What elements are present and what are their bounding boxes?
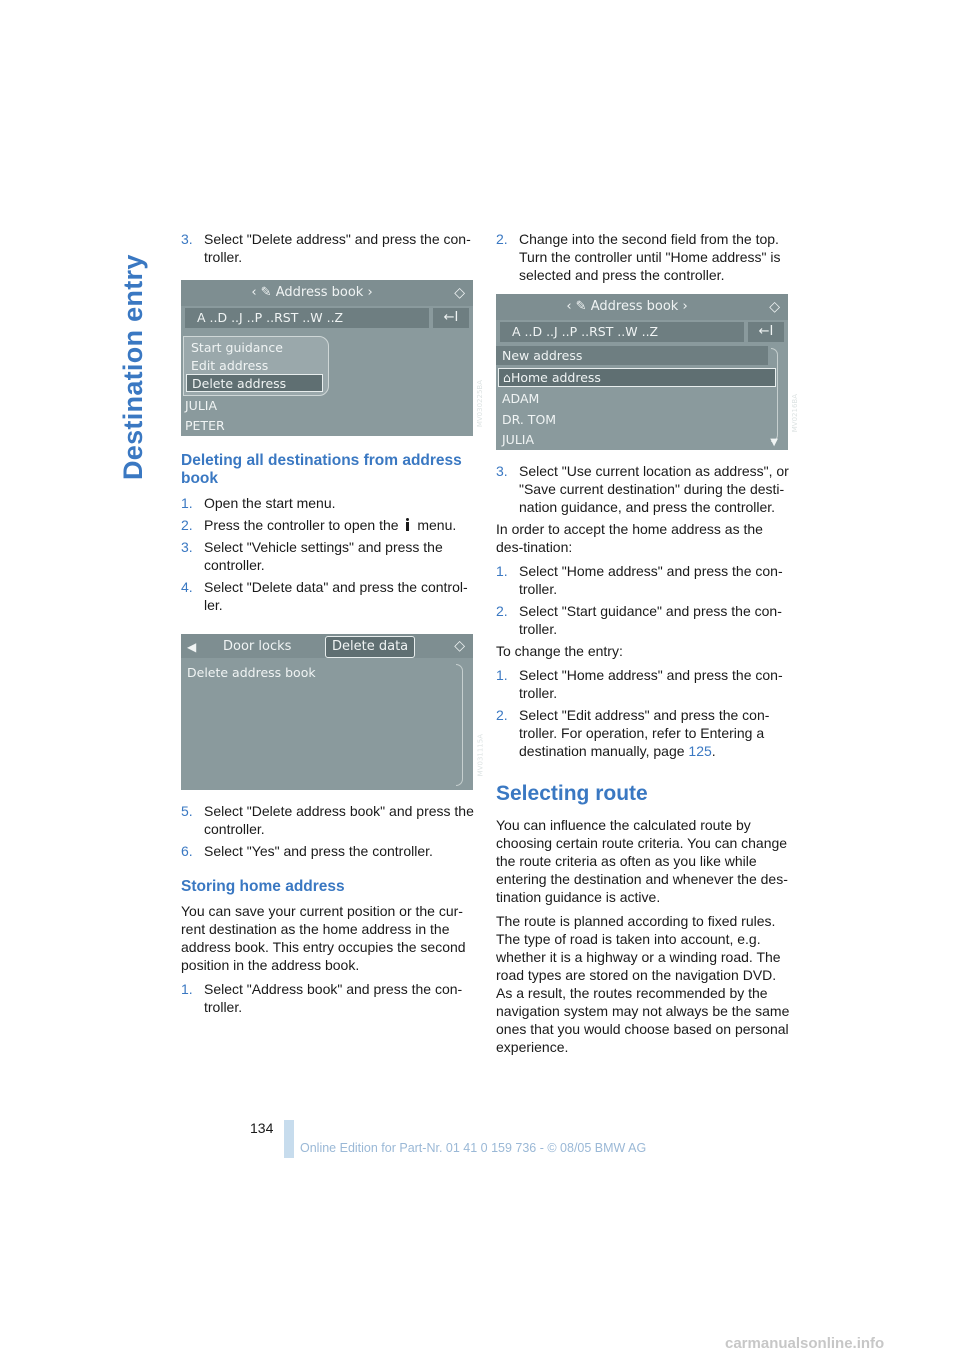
section-heading: Selecting route xyxy=(496,782,648,805)
controller-icon: ◇ xyxy=(454,638,465,654)
image-code: MV031115A xyxy=(476,734,484,777)
list-item: JULIA xyxy=(502,432,535,447)
info-icon xyxy=(404,518,411,531)
subheading: Deleting all destinations from address book xyxy=(181,452,462,487)
scrollbar xyxy=(771,348,778,442)
step: 6. Select "Yes" and press the controller. xyxy=(181,843,433,859)
alphabet-selector: A ..D ..J ..P ..RST ..W ..Z xyxy=(185,308,429,328)
paragraph: The route is planned according to fixed rules. The type of road is taken into account, e.g. whether it is a highway or a winding road. The road types are stored on the navigation DVD. As a result, the routes recommended by the navigation system may not always be the same ones that you would choose based on personal experience. xyxy=(496,913,790,1055)
back-icon: ←I xyxy=(748,322,784,342)
address-book-screen xyxy=(181,280,484,436)
chevron-right-icon: › xyxy=(678,299,688,314)
step: 3. Select "Use current location as address", or "Save current destination" during the desti-nation guidance, and press the controller. xyxy=(496,463,789,515)
list-item: DR. TOM xyxy=(502,412,557,427)
step: 2. Press the controller to open the menu. xyxy=(181,517,457,533)
step: 3. Select "Vehicle settings" and press the controller. xyxy=(181,539,443,573)
paragraph: You can influence the calculated route by choosing certain route criteria. You can change the route criteria as often as you like while entering the destination and whenever the des-tination guidance is active. xyxy=(496,817,788,905)
vehicle-settings-screen xyxy=(181,634,484,790)
step: 2. Select "Edit address" and press the con-troller. For operation, refer to Entering a destination manually, page 125. xyxy=(496,707,770,759)
home-icon: ⌂ xyxy=(503,370,511,385)
popup-item-selected: Delete address xyxy=(186,374,323,392)
popup-item: Start guidance xyxy=(191,340,283,355)
step: 1. Select "Home address" and press the con-troller. xyxy=(496,563,783,597)
paragraph: In order to accept the home address as the des-tination: xyxy=(496,521,763,555)
screen-header: ‹ ✎ Address book › ◇ xyxy=(496,294,788,320)
list-item: Delete address book xyxy=(187,665,316,680)
image-code: MV030225BA xyxy=(476,380,484,428)
controller-icon: ◇ xyxy=(454,285,465,301)
step: 5. Select "Delete address book" and press the controller. xyxy=(181,803,474,837)
list-item: PETER xyxy=(185,418,225,433)
step: 1. Open the start menu. xyxy=(181,495,336,511)
popup-item: Edit address xyxy=(191,358,269,373)
left-column xyxy=(181,230,484,1020)
step: 2. Select "Start guidance" and press the con-troller. xyxy=(496,603,782,637)
chevron-left-icon: ‹ xyxy=(566,299,576,314)
step: 1. Select "Home address" and press the con-troller. xyxy=(496,667,783,701)
step: 3. Select "Delete address" and press the con-troller. xyxy=(181,231,471,265)
page-number: 134 xyxy=(250,1120,274,1136)
edition-note: Online Edition for Part-Nr. 01 41 0 159 736 - © 08/05 BMW AG xyxy=(300,1141,647,1155)
right-column xyxy=(496,230,799,1062)
screen-header xyxy=(181,634,473,658)
scrollbar xyxy=(456,664,463,786)
page-link[interactable]: 125 xyxy=(688,743,712,759)
screen-header: ‹ ✎ Address book › ◇ xyxy=(181,280,473,306)
list-item: ADAM xyxy=(502,391,540,406)
tab-delete-data: Delete data xyxy=(325,636,415,658)
book-icon: ✎ xyxy=(575,299,587,314)
chevron-right-icon: › xyxy=(363,285,373,300)
step: 4. Select "Delete data" and press the control-ler. xyxy=(181,579,468,613)
chevron-left-icon: ‹ xyxy=(251,285,261,300)
image-code: MV0216BA xyxy=(791,394,799,433)
section-title: Destination entry xyxy=(118,254,148,480)
watermark: carmanualsonline.info xyxy=(725,1335,885,1352)
alphabet-selector: A ..D ..J ..P ..RST ..W ..Z xyxy=(500,322,744,342)
address-book-home-screen xyxy=(496,294,799,450)
paragraph: You can save your current position or the cur-rent destination as the home address in the address book. This entry occupies the second position in the address book. xyxy=(181,903,466,973)
footer-bar xyxy=(284,1120,294,1158)
list-item: New address xyxy=(496,346,768,365)
book-icon: ✎ xyxy=(260,285,272,300)
tab-door-locks: Door locks xyxy=(223,639,292,654)
scroll-down-icon: ▼ xyxy=(770,437,778,448)
back-icon: ←I xyxy=(433,308,469,328)
subheading: Storing home address xyxy=(181,878,345,895)
list-item-selected: ⌂Home address xyxy=(498,368,776,387)
paragraph: To change the entry: xyxy=(496,643,623,659)
step: 2. Change into the second field from the top. Turn the controller until "Home address" is selected and press the controller. xyxy=(496,231,781,283)
step: 1. Select "Address book" and press the con-troller. xyxy=(181,981,463,1015)
list-item: JULIA xyxy=(185,398,218,413)
controller-icon: ◇ xyxy=(769,299,780,315)
chevron-left-icon: ◀ xyxy=(187,640,197,654)
